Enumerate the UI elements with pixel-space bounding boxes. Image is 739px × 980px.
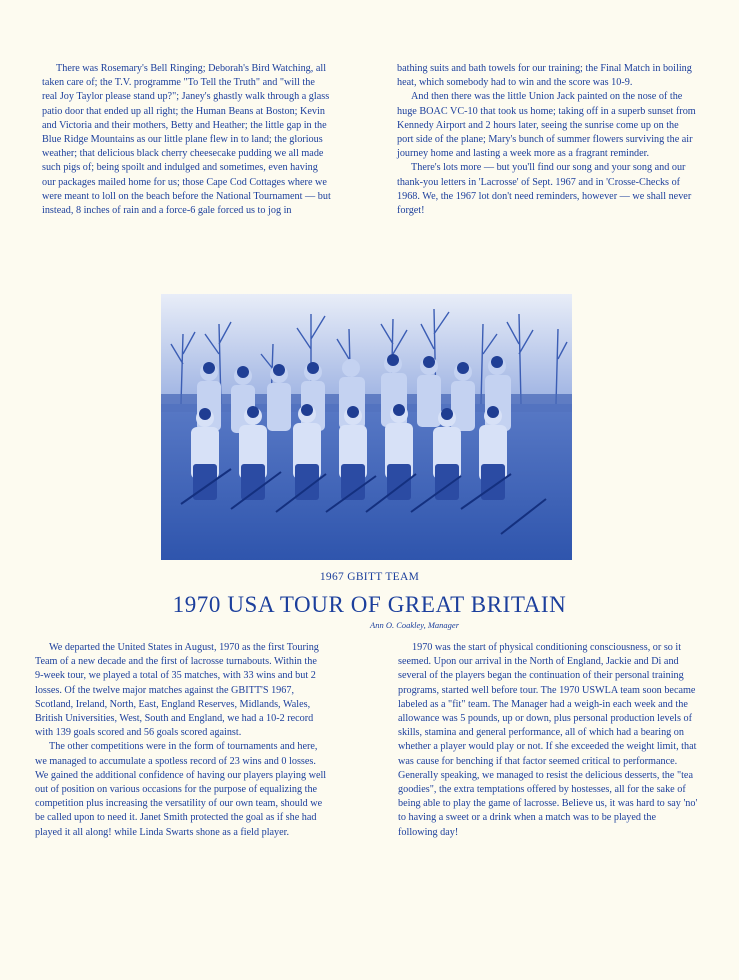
article-paragraph: 1970 was the start of physical conditioning consciousness, or so it seemed. Upon our arrival in the North of England, Jackie and Di and several of the players began the continuation of their personal training programs, started well before tour. The 1970 USWLA team soon became labeled as a "fit" team. The Manager had a weigh-in each week and the allowance was 5 pounds, up or down, plus personal production levels of skills, stamina and general performance, all of which had a bearing on whether a player would play or not. If she exceeded the weight limit, that was cause for benching if that factor seemed critical to performance. Generally speaking, we managed to resist the delicious desserts, the "tea goodies", the extra temptations offered by hostesses, all for the sake of being able to play the game of lacrosse. Believe us, it was hard to say 'no' to having a sweet or a drink when a match was to be played the following day! — [398, 642, 698, 838]
article-byline — [0, 620, 739, 630]
article-paragraph: The other competitions were in the form of tournaments and here, we managed to accumulate a spotless record of 23 wins and 0 losses. We gained the additional confidence of having our players playing well out of position on various occasions for the purpose of equalizing the competition plus increasing the versatility of our own team, should we be called upon to need it. Janet Smith protected the goal as if she had played it all along! while Linda Swarts shone as a field player. — [35, 741, 327, 838]
union-jack-paragraph: And then there was the little Union Jack painted on the nose of the huge BOAC VC-10 that took us home; taking off in a superb sunset from Kennedy Airport and 2 hours later, seeing the sunrise come up on the port side of the plane; Mary's bunch of summer flowers surviving the air journey home and lasting a week more as a fragrant reminder. — [397, 91, 696, 160]
team-photo — [161, 294, 572, 560]
continuation-paragraph: bathing suits and bath towels for our training; the Final Match in boiling heat, which somebody had to win and the score was 10-9. — [397, 63, 692, 89]
photo-caption: 1967 GBITT TEAM — [319, 571, 420, 583]
top-right-column — [397, 62, 697, 218]
byline-text: Ann O. Coakley, Manager — [370, 620, 459, 630]
article-paragraph: We departed the United States in August, 1970 as the first Touring Team of a new decade and the first of lacrosse turnabouts. Within the 9-week tour, we played a total of 35 matches, with 33 wins and but 2 losses. Of the twelve major matches against the GBITT'S 1967, Scotland, Ireland, North, East, England Reserves, Midlands, Wales, British Universities, West, South and England, we had a 10-2 record with 139 goals scored and 56 goals scored against. — [35, 642, 319, 739]
article-title: 1970 USA TOUR OF GREAT BRITAIN — [172, 592, 567, 617]
article-left-column — [35, 641, 327, 840]
article-right-column — [398, 641, 698, 840]
top-left-column — [42, 62, 332, 218]
recollection-paragraph: There was Rosemary's Bell Ringing; Deborah's Bird Watching, all taken care of; the T.V. programme "To Tell the Truth" and "will the real Joy Taylor please stand up?"; Janey's ghastly walk through a glass patio door that ended up all right; the Human Beans at Boston; Kevin and Victoria and their mothers, Betty and Heather; the little gap in the Blue Ridge Mountains as our little plane flew in to land; the glorious weather; that delicious black cherry cheesecake pudding we all made such pigs of; being spoilt and indulged and sometimes, even having our packages mailed home for us; those Cape Cod Cottages where we were meant to loll on the beach before the National Tournament — but instead, 8 inches of rain and a force-6 gale forced us to jog in — [42, 63, 331, 217]
closing-paragraph: There's lots more — but you'll find our song and your song and our thank-you letters in 'Lacrosse' of Sept. 1967 and in 'Crosse-Checks of 1968. We, the 1967 lot don't need reminders, however — we shall never forget! — [397, 162, 692, 217]
